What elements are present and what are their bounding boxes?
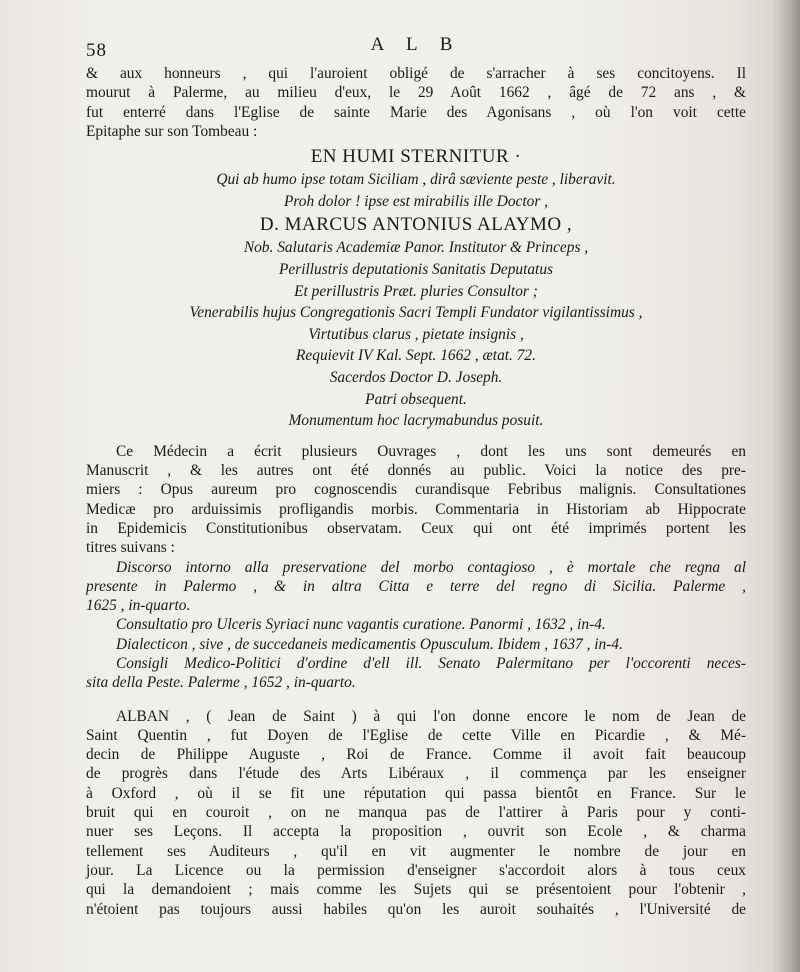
text-line: in Epidemicis Constitutionibus observatam. Ceux qui ont été imprimés portent les: [86, 519, 746, 537]
text-line: miers : Opus aureum pro cognoscendis curandisque Febribus malignis. Consultationes: [86, 481, 746, 499]
epitaph-line: Sacerdos Doctor D. Joseph.: [329, 368, 503, 386]
work-entry: [86, 558, 746, 616]
epitaph-line: Venerabilis hujus Congregationis Sacri Templi Fundator vigilantissimus ,: [189, 304, 643, 322]
running-head: A L B: [370, 34, 462, 55]
intro-paragraph: [86, 64, 746, 141]
epitaph-line: Virtutibus clarus , pietate insignis ,: [308, 325, 524, 343]
text-line: n'étoient pas toujours aussi habiles qu'on les auroit souhaités , l'Université de: [86, 900, 746, 918]
text-line: nuer ses Leçons. Il accepta la proposition , ouvrit son Ecole , & charma: [86, 823, 746, 841]
text-line: Consigli Medico-Politici d'ordine d'ell ill. Senato Palermitano per l'occorenti neces-: [116, 654, 746, 672]
work-entry: [86, 615, 746, 634]
alban-entry: [86, 707, 746, 919]
text-line: jour. La Licence ou la permission d'enseigner s'accordoit alors à tous ceux: [86, 861, 746, 879]
text-line: presente in Palermo , & in altra Citta e terre del regno di Sicilia. Palerme ,: [86, 577, 746, 595]
epitaph-line: Requievit IV Kal. Sept. 1662 , ætat. 72.: [296, 347, 536, 365]
text-line: à Oxford , où il se fit une réputation qui passa bientôt en France. Sur le: [86, 784, 746, 802]
works-intro-paragraph: [86, 442, 746, 558]
text-line: Dialecticon , sive , de succedaneis medicamentis Opusculum. Ibidem , 1637 , in-4.: [116, 635, 623, 653]
text-line: 1625 , in-quarto.: [86, 597, 191, 615]
page-body: [86, 64, 746, 919]
text-line: tellement ses Auditeurs , qu'il en vit augmenter le nombre de jour en: [86, 842, 746, 860]
page-header: [86, 30, 746, 61]
text-line: decin de Philippe Auguste , Roi de France. Comme il avoit fait beaucoup: [86, 746, 746, 764]
text-line: titres suivans :: [86, 539, 175, 557]
epitaph-line: Qui ab humo ipse totam Siciliam , dirâ sæviente peste , liberavit.: [216, 171, 616, 189]
text-line: ALBAN , ( Jean de Saint ) à qui l'on donne encore le nom de Jean de: [116, 707, 746, 725]
text-line: Epitaphe sur son Tombeau :: [86, 122, 258, 140]
epitaph-name: D. MARCUS ANTONIUS ALAYMO ,: [259, 214, 573, 236]
text-line: bruit qui en couroit , on ne manqua pas de l'attirer à Paris pour y conti-: [86, 804, 746, 822]
text-line: Manuscrit , & les autres ont été donnés au public. Voici la notice des pre-: [86, 462, 746, 480]
text-line: fut enterré dans l'Eglise de sainte Marie des Agonisans , où l'on voit cette: [86, 103, 746, 121]
page-number: 58: [86, 40, 107, 61]
epitaph-line: Et perillustris Præt. pluries Consultor ;: [294, 282, 538, 300]
text-line: & aux honneurs , qui l'auroient obligé de s'arracher à ses concitoyens. Il: [86, 65, 746, 82]
text-line: Discorso intorno alla preservatione del morbo contagioso , è mortale che regna al: [116, 558, 746, 576]
epitaph-line: Monumentum hoc lacrymabundus posuit.: [288, 412, 544, 430]
work-entry: [86, 635, 746, 654]
epitaph-line: Nob. Salutaris Academiæ Panor. Institutor & Princeps ,: [243, 239, 589, 257]
text-line: Saint Quentin , fut Doyen de l'Eglise de cette Ville en Picardie , & Mé-: [86, 726, 746, 744]
epitaph-block: [86, 144, 746, 432]
work-entry: [86, 654, 746, 693]
text-line: Consultatio pro Ulceris Syriaci nunc vagantis curatione. Panormi , 1632 , in-4.: [116, 616, 606, 634]
epitaph-line: Patri obsequent.: [365, 390, 467, 408]
text-line: Ce Médecin a écrit plusieurs Ouvrages , dont les uns sont demeurés en: [116, 442, 746, 460]
epitaph-line: Perillustris deputationis Sanitatis Deputatus: [278, 260, 554, 278]
text-line: de progrès dans l'étude des Arts Libéraux , il commença par les enseigner: [86, 765, 746, 783]
epitaph-heading: EN HUMI STERNITUR ·: [310, 146, 522, 168]
page-edge-shadow: [772, 0, 800, 972]
text-line: sita della Peste. Palerme , 1652 , in-quarto.: [86, 674, 356, 692]
text-line: Medicæ pro arduissimis profligandis morbis. Commentaria in Historiam ab Hippocrate: [86, 500, 746, 518]
text-line: qui la demandoient ; mais comme les Sujets qui se présentoient pour l'obtenir ,: [86, 881, 746, 899]
text-line: mourut à Palerme, au milieu d'eux, le 29 Août 1662 , âgé de 72 ans , &: [86, 84, 746, 102]
epitaph-line: Proh dolor ! ipse est mirabilis ille Doctor ,: [283, 192, 549, 210]
